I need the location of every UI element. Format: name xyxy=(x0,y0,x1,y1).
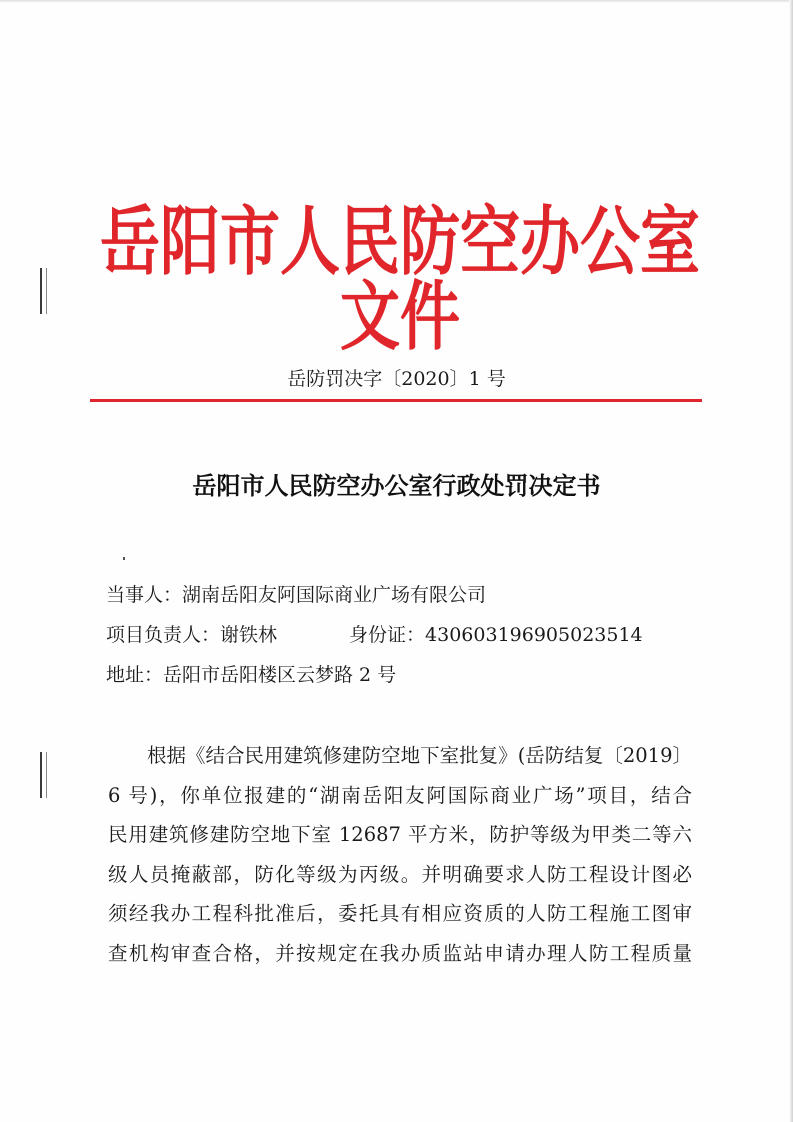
address-line xyxy=(106,660,396,687)
body-line: 查机构审查合格，并按规定在我办质监站申请办理人防工程质量 xyxy=(108,941,692,965)
party-value: 湖南岳阳友阿国际商业广场有限公司 xyxy=(182,584,487,606)
party-line xyxy=(106,580,486,607)
id-value: 430603196905023514 xyxy=(425,624,643,646)
red-separator-line xyxy=(90,399,702,402)
body-line: 级人员掩蔽部，防化等级为丙级。并明确要求人防工程设计图必 xyxy=(108,862,692,886)
scan-edge-top xyxy=(0,0,793,3)
binding-staple-mark xyxy=(40,268,47,314)
scan-speck xyxy=(123,557,125,560)
decision-body-paragraph xyxy=(108,736,692,973)
address-value: 岳阳市岳阳楼区云梦路 2 号 xyxy=(163,664,397,686)
body-line: 6 号)，你单位报建的“湖南岳阳友阿国际商业广场”项目，结合 xyxy=(108,783,692,807)
body-line: 须经我办工程科批准后，委托具有相应资质的人防工程施工图审 xyxy=(108,902,692,925)
manager-label: 项目负责人： xyxy=(106,624,221,646)
binding-staple-mark xyxy=(40,752,47,798)
document-title: 岳阳市人民防空办公室行政处罚决定书 xyxy=(192,471,601,500)
scan-edge-right xyxy=(789,0,793,1122)
id-label: 身份证： xyxy=(349,624,426,646)
manager-value: 谢铁林 xyxy=(220,624,278,646)
party-label: 当事人： xyxy=(106,584,183,606)
document-number: 岳防罚决字〔2020〕1 号 xyxy=(287,368,506,390)
body-line: 民用建筑修建防空地下室 12687 平方米，防护等级为甲类二等六 xyxy=(108,823,692,846)
body-line: 根据《结合民用建筑修建防空地下室批复》(岳防结复〔2019〕 xyxy=(147,744,692,767)
manager-line xyxy=(106,620,643,647)
address-label: 地址： xyxy=(106,664,164,686)
document-masthead: 岳阳市人民防空办公室文件 xyxy=(100,198,700,362)
